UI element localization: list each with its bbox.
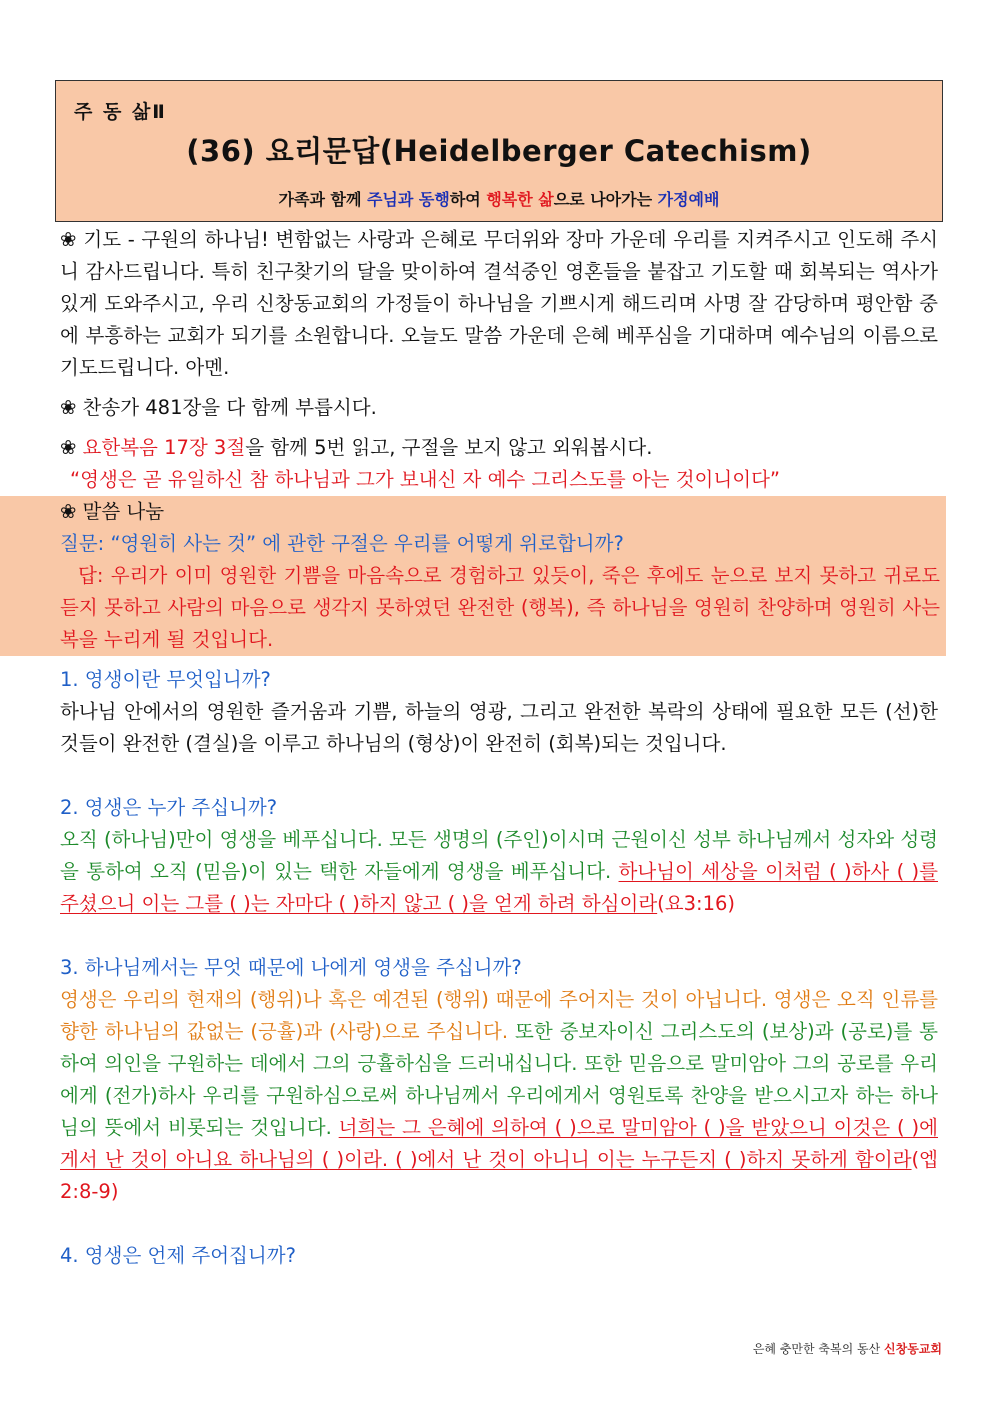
sharing-answer: 답: 우리가 이미 영원한 기쁨을 마음속으로 경험하고 있듯이, 죽은 후에도 눈으로 보지 못하고 귀로도 듣지 못하고 사람의 마음으로 생각지 못하였던 완전한 (행복), 즉 하나님을 영원히 찬양하며 영원히 사는 복을 누리게 될 것입니다. [60, 564, 940, 651]
subtitle-part-2: 주님과 동행 [366, 190, 450, 209]
q2-question: 2. 영생은 누가 주십니까? [60, 796, 278, 819]
q2-scripture: 하나님이 세상을 이처럼 ( )하사 ( )를 주셨으니 이는 그를 ( )는 자마다 ( )하지 않고 ( )을 얻게 하려 하심이라 [60, 860, 938, 915]
sharing-label: ❀ 말씀 나눔 [60, 500, 165, 523]
footer-motto: 은혜 충만한 축복의 동산 [752, 1342, 885, 1356]
subtitle-part-5: 으로 나아가는 [553, 190, 658, 209]
subtitle-part-3: 하여 [449, 190, 487, 209]
flower-bullet-icon: ❀ [60, 228, 77, 251]
flower-bullet-icon: ❀ [60, 396, 77, 419]
subtitle-part-1: 가족과 함께 [278, 190, 367, 209]
hymn-text: 찬송가 481장을 다 함께 부릅시다. [76, 396, 377, 419]
q1-answer: 하나님 안에서의 영원한 즐거움과 기쁨, 하늘의 영광, 그리고 완전한 복락의 상태에 필요한 모든 (선)한 것들이 완전한 (결실)을 이루고 하나님의 (형상)이 완전히 (회복)되는 것입니다. [60, 700, 938, 755]
worship-content [60, 224, 938, 1272]
q3-answer-green: 또한 중보자이신 그리스도의 (보상)과 (공로)를 통하여 의인을 구원하는 데에서 그의 긍휼하심을 드러내십니다. 또한 믿음으로 말미암아 그의 공로를 우리에게 (전가)하사 우리를 구원하심으로써 하나님께서 우리에게서 영원토록 찬양을 받으시고자 하는 하나님의 뜻에서 비롯되는 것입니다. [60, 1020, 938, 1139]
hymn-section [60, 392, 938, 424]
page-title: (36) 요리문답(Heidelberger Catechism) [186, 134, 812, 168]
prayer-text: 기도 - 구원의 하나님! 변함없는 사랑과 은혜로 무더위와 장마 가운데 우리를 지켜주시고 인도해 주시니 감사드립니다. 특히 친구찾기의 달을 맞이하여 결석중인 영혼들을 붙잡고 기도할 때 회복되는 역사가 있게 도와주시고, 우리 신창동교회의 가정들이 하나님을 기쁘시게 해드리며 사명 잘 감당하며 평안함 중에 부흥하는 교회가 되기를 소원합니다. 오늘도 말씀 가운데 은혜 베푸심을 기대하며 예수님의 이름으로 기도드립니다. 아멘. [60, 228, 938, 379]
header-box [55, 80, 943, 222]
q3-question: 3. 하나님께서는 무엇 때문에 나에게 영생을 주십니까? [60, 956, 522, 979]
q2-scripture-ref: (요3:16) [657, 892, 735, 915]
footer [753, 1340, 942, 1357]
q3-answer-orange: 영생은 우리의 현재의 (행위)나 혹은 예견된 (행위) 때문에 주어지는 것이 아닙니다. 영생은 오직 인류를 향한 하나님의 값없는 (긍휼)과 (사랑)으로 주십니다. [60, 988, 938, 1043]
q3-scripture: 너희는 그 은혜에 의하여 ( )으로 말미암아 ( )을 받았으니 이것은 ( )에게서 난 것이 아니요 하나님의 ( )이라. ( )에서 난 것이 아니니 이는 누구든지 ( )하지 못하게 함이라 [60, 1116, 938, 1171]
q4-question: 4. 영생은 언제 주어집니까? [60, 1244, 296, 1267]
memory-verse-ref: 요한복음 17장 3절 [76, 436, 246, 459]
memory-section [60, 432, 938, 464]
q3-scripture-ref: (엡2:8-9) [60, 1148, 938, 1203]
memory-verse: “영생은 곧 유일하신 참 하나님과 그가 보내신 자 예수 그리스도를 아는 것이니이다” [70, 468, 781, 491]
q2-answer-text: 오직 (하나님)만이 영생을 베푸십니다. 모든 생명의 (주인)이시며 근원이신 성부 하나님께서 성자와 성령을 통하여 오직 (믿음)이 있는 택한 자들에게 영생을 베푸십니다. [60, 828, 938, 883]
series-label: 주 동 삶Ⅱ [74, 101, 167, 123]
footer-church: 신창동교회 [884, 1342, 942, 1356]
flower-bullet-icon: ❀ [60, 500, 77, 523]
memory-instruction: 을 함께 5번 읽고, 구절을 보지 않고 외워봅시다. [245, 436, 653, 459]
sharing-question: 질문: “영원히 사는 것” 에 관한 구절은 우리를 어떻게 위로합니까? [60, 532, 624, 555]
flower-bullet-icon: ❀ [60, 436, 77, 459]
subtitle-part-4: 행복한 삶 [486, 190, 554, 209]
q2-answer [60, 824, 938, 920]
page-subtitle [56, 187, 942, 210]
q3-answer [60, 984, 938, 1208]
subtitle-part-6: 가정예배 [657, 190, 720, 209]
q1-question: 1. 영생이란 무엇입니까? [60, 668, 271, 691]
prayer-section [60, 224, 938, 384]
sharing-section [0, 496, 946, 656]
